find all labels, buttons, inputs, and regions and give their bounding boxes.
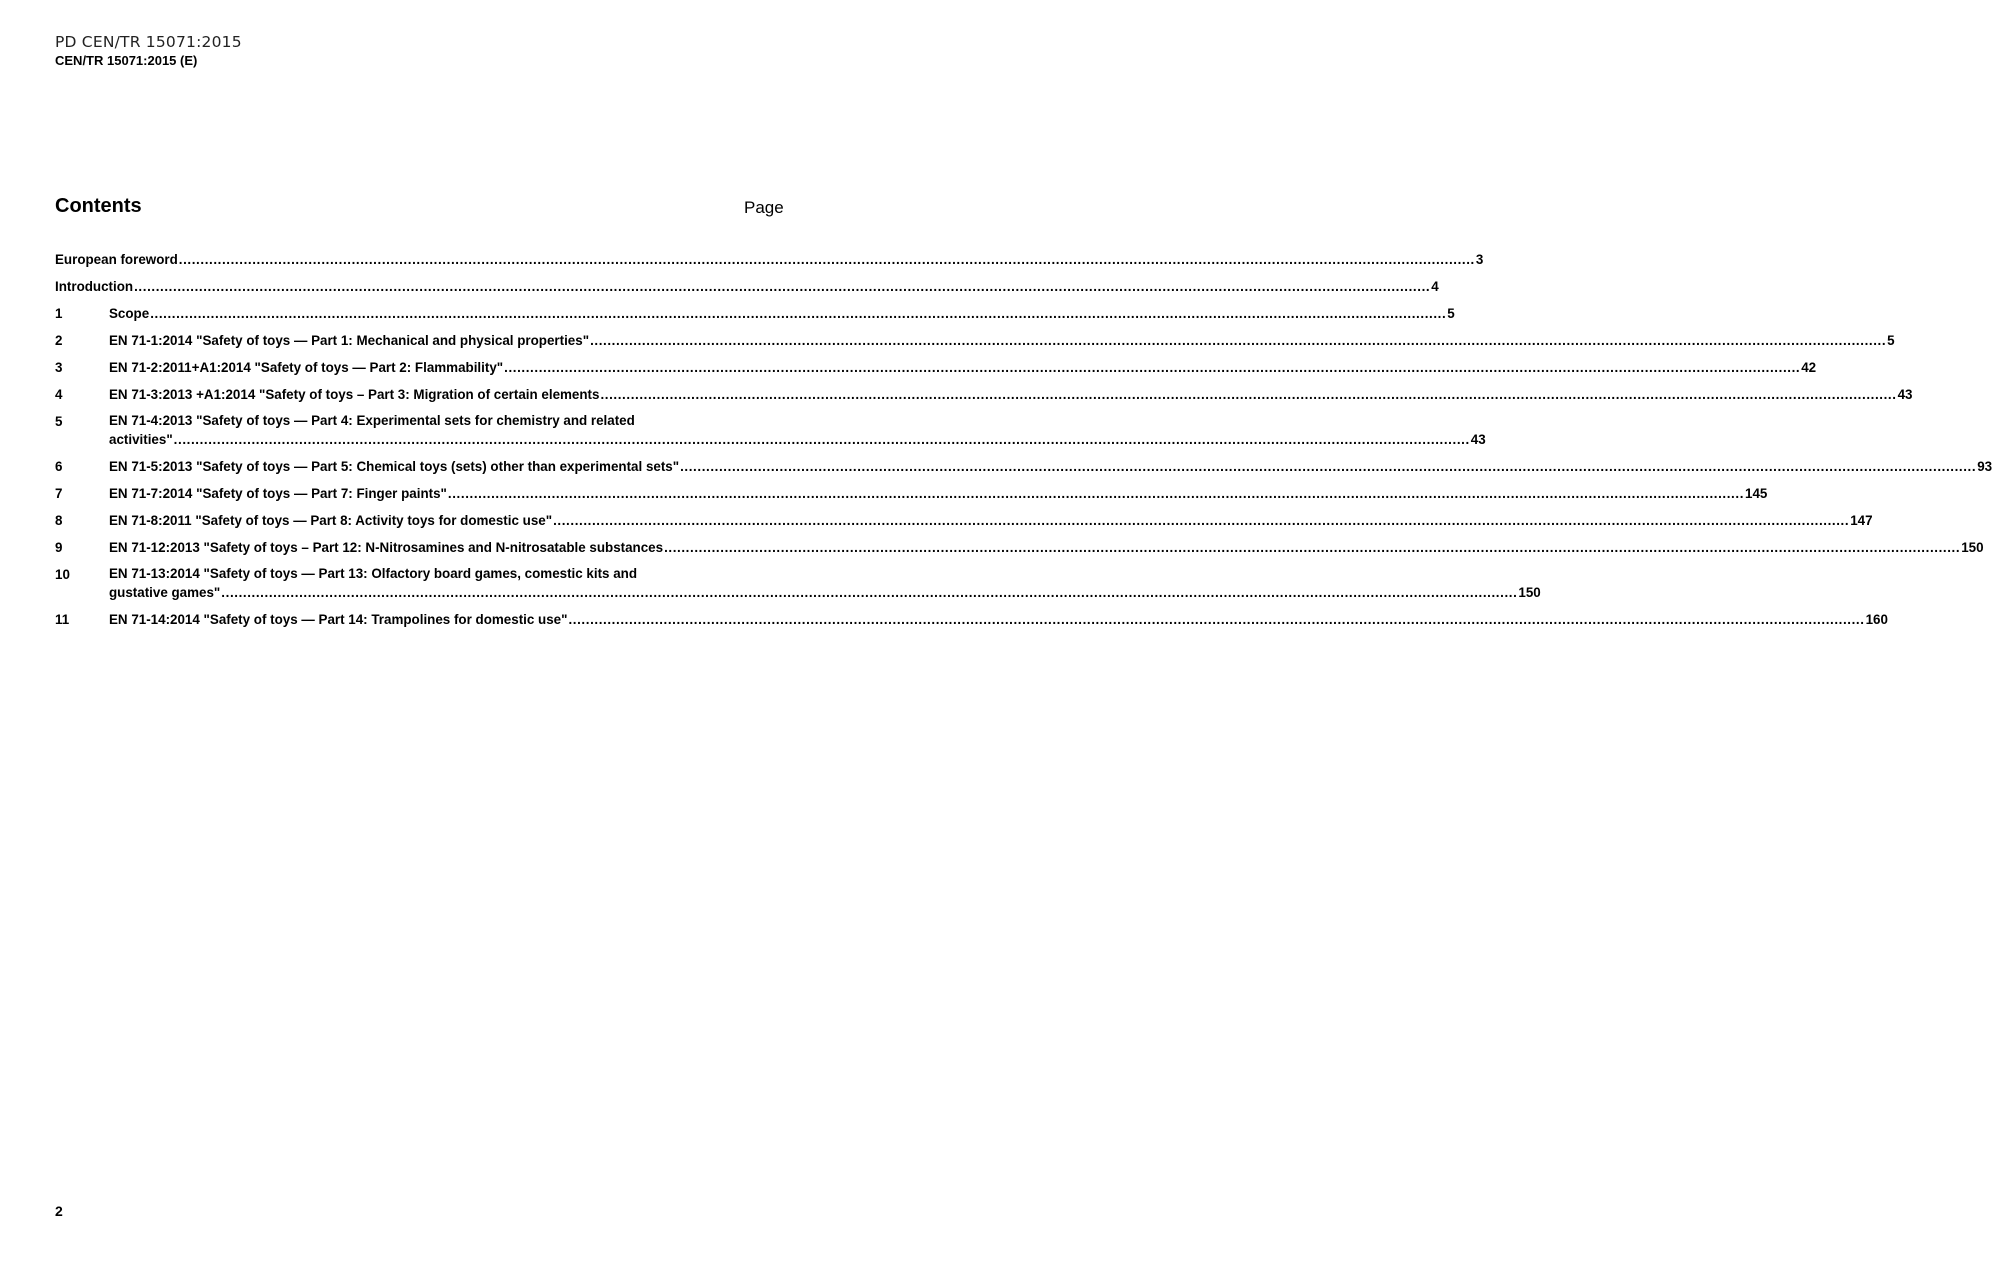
dot-leader: ............................................................................................................................................................................................................................................................................................................ [664, 540, 1961, 555]
toc-entry-page: 5 [1447, 306, 1455, 321]
toc-entry-page: 160 [1865, 612, 1888, 627]
toc-entry-title-line: EN 71-13:2014 "Safety of toys — Part 13: Olfactory board games, comestic kits and [109, 566, 638, 581]
page-column-label: Page [744, 198, 784, 217]
toc-entry-title: gustative games" [109, 585, 221, 600]
toc-entry-title: EN 71-12:2013 "Safety of toys – Part 12: N-Nitrosamines and N-nitrosatable substances [109, 540, 664, 555]
toc-entry[interactable] [55, 538, 1984, 557]
dot-leader: ............................................................................................................................................................................................................................................................................................................ [600, 387, 1897, 402]
dot-leader: ............................................................................................................................................................................................................................................................................................................ [504, 360, 1801, 375]
toc-entry-number: 2 [55, 333, 63, 348]
dot-leader: ............................................................................................................................................................................................................................................................................................................ [178, 252, 1475, 267]
toc-entry-title: Introduction [55, 279, 134, 294]
toc-entry-number: 7 [55, 486, 63, 501]
toc-entry-number: 6 [55, 459, 63, 474]
toc-entry[interactable] [55, 304, 1455, 323]
contents-title: Contents [55, 195, 142, 217]
cen-designation: CEN/TR 15071:2015 (E) [55, 53, 198, 68]
toc-entry-title: EN 71-8:2011 "Safety of toys — Part 8: Activity toys for domestic use" [109, 513, 553, 528]
toc-entry[interactable] [55, 385, 1913, 404]
toc-entry-title: EN 71-14:2014 "Safety of toys — Part 14: Trampolines for domestic use" [109, 612, 568, 627]
dot-leader: ............................................................................................................................................................................................................................................................................................................ [447, 486, 1745, 501]
dot-leader: ............................................................................................................................................................................................................................................................................................................ [134, 279, 1431, 294]
toc-entry-title: Scope [109, 306, 150, 321]
dot-leader: ............................................................................................................................................................................................................................................................................................................ [553, 513, 1850, 528]
dot-leader: ............................................................................................................................................................................................................................................................................................................ [173, 432, 1470, 447]
toc-entry-title: activities" [109, 432, 173, 447]
dot-leader: ............................................................................................................................................................................................................................................................................................................ [568, 612, 1865, 627]
toc-entry-title-line: EN 71-4:2013 "Safety of toys — Part 4: Experimental sets for chemistry and related [109, 413, 635, 428]
toc-entry-title: EN 71-3:2013 +A1:2014 "Safety of toys – Part 3: Migration of certain elements [109, 387, 600, 402]
toc-entry-title: EN 71-5:2013 "Safety of toys — Part 5: Chemical toys (sets) other than experimental sets" [109, 459, 680, 474]
dot-leader: ............................................................................................................................................................................................................................................................................................................ [150, 306, 1447, 321]
toc-entry[interactable] [55, 610, 1888, 629]
toc-entry[interactable] [55, 250, 1484, 269]
toc-entry-page: 150 [1518, 585, 1541, 600]
table-of-contents [55, 250, 1992, 637]
toc-entry-number: 10 [55, 567, 70, 582]
toc-entry-page: 93 [1977, 459, 1992, 474]
toc-entry-number: 11 [55, 612, 70, 627]
toc-entry-page: 3 [1475, 252, 1484, 267]
toc-entry[interactable] [55, 412, 1486, 449]
toc-entry-title: EN 71-7:2014 "Safety of toys — Part 7: Finger paints" [109, 486, 447, 501]
toc-entry-title: European foreword [55, 252, 178, 267]
toc-entry-page: 4 [1431, 279, 1439, 294]
toc-entry[interactable] [55, 331, 1895, 350]
toc-entry-number: 4 [55, 387, 63, 402]
toc-entry-number: 5 [55, 414, 63, 429]
toc-entry-number: 1 [55, 306, 63, 321]
toc-entry-page: 43 [1470, 432, 1486, 447]
toc-entry[interactable] [55, 358, 1817, 377]
toc-entry[interactable] [55, 457, 1992, 476]
toc-entry-number: 8 [55, 513, 63, 528]
toc-entry[interactable] [55, 277, 1439, 296]
toc-entry-number: 9 [55, 540, 63, 555]
dot-leader: ............................................................................................................................................................................................................................................................................................................ [680, 459, 1977, 474]
toc-entry-title: EN 71-2:2011+A1:2014 "Safety of toys — Part 2: Flammability" [109, 360, 504, 375]
toc-entry-page: 145 [1745, 486, 1768, 501]
toc-entry-page: 5 [1887, 333, 1895, 348]
dot-leader: ............................................................................................................................................................................................................................................................................................................ [221, 585, 1518, 600]
toc-entry-page: 42 [1801, 360, 1817, 375]
dot-leader: ............................................................................................................................................................................................................................................................................................................ [590, 333, 1887, 348]
toc-entry-number: 3 [55, 360, 63, 375]
toc-entry-page: 150 [1961, 540, 1984, 555]
toc-entry-page: 147 [1850, 513, 1873, 528]
toc-entry[interactable] [55, 511, 1873, 530]
toc-entry[interactable] [55, 484, 1768, 503]
toc-entry[interactable] [55, 565, 1541, 602]
toc-entry-title: EN 71-1:2014 "Safety of toys — Part 1: Mechanical and physical properties" [109, 333, 590, 348]
pd-designation: PD CEN/TR 15071:2015 [55, 33, 242, 51]
toc-entry-page: 43 [1897, 387, 1913, 402]
page-number: 2 [55, 1203, 63, 1219]
